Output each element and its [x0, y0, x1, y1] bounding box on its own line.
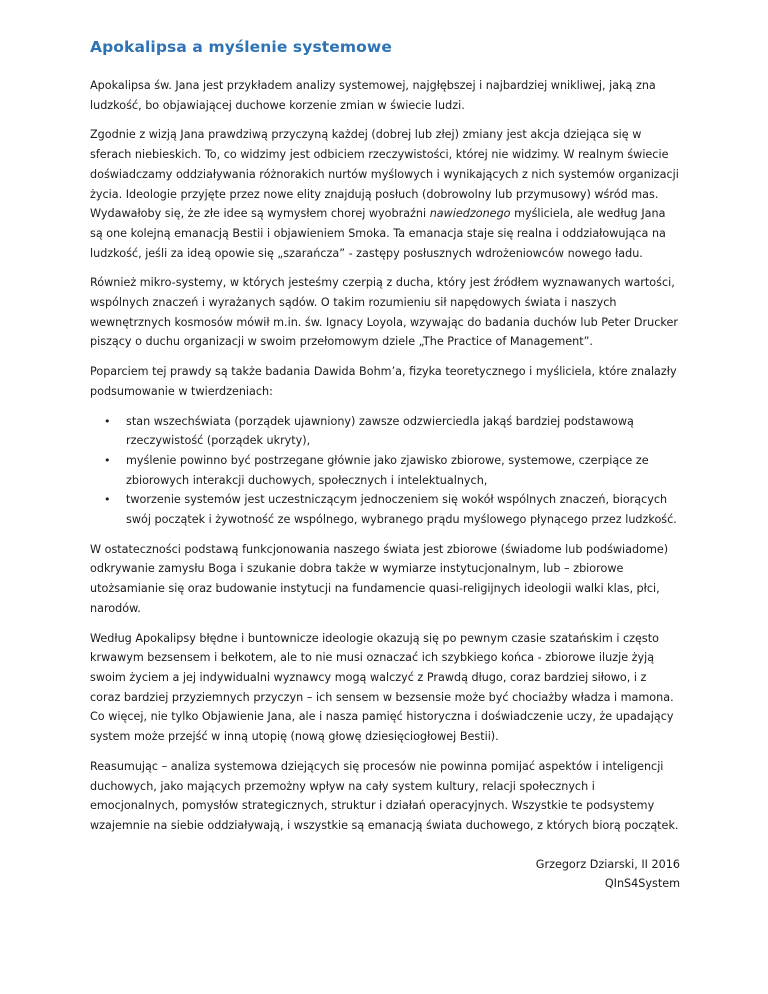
paragraph-6: Według Apokalipsy błędne i buntownicze ideologie okazują się po pewnym czasie szatańskim i często krwawym bezsensem i bełkotem, ale to nie musi oznaczać ich szybkiego końca - zbiorowe iluzje żyją swoim życiem a jej indywidualni wyznawcy mogą walczyć z Prawdą długo, coraz bardziej siłowo, i z coraz bardziej przyziemnych przyczyn – ich sensem w bezsensie może być chociażby władza i mamona. Co więcej, nie tylko Objawienie Jana, ale i nasza pamięć historyczna i doświadczenie uczy, że upadający system może przejść w inną utopię (nową głowę dziesięciogłowej Bestii). [90, 631, 674, 744]
paragraph-5: W ostateczności podstawą funkcjonowania naszego świata jest zbiorowe (świadome lub podświadome) odkrywanie zamysłu Boga i szukanie dobra także w wymiarze instytucjonalnym, lub – zbiorowe utożsamianie się oraz budowanie instytucji na fundamencie quasi-religijnych ideologii walki klas, płci, narodów. [90, 542, 669, 615]
bullet-text: myślenie powinno być postrzegane głównie jako zjawisko zbiorowe, systemowe, czerpiące ze zbiorowych interakcji duchowych, społecznych i intelektualnych, [126, 453, 649, 487]
paragraph-2-part-b: myśliciela, ale według Jana są one kolejną emanacją Bestii i objawieniem Smoka. Ta emanacja staje się realna i oddziałowująca na ludzkość, jeśli za ideą opowie się „szarańcza” - zastępy posłusznych wdrożeniowców nowego ładu. [90, 207, 666, 260]
paragraph-2-part-a: Zgodnie z wizją Jana prawdziwą przyczyną każdej (dobrej lub złej) zmiany jest akcja dziejąca się w sferach niebieskich. To, co widzimy jest odbiciem rzeczywistości, której nie widzimy. W realnym świecie doświadczamy oddziaływania różnorakich nurtów myślowych i wynikających z nich systemów organizacji życia. Ideologie przyjęte przez nowe elity znajdują posłuch (dobrowolny lub przymusowy) wśród mas. Wydawałoby się, że złe idee są wymysłem chorej wyobraźni [90, 128, 679, 221]
bullet-symbol: • [104, 453, 111, 467]
bullet-list [90, 412, 680, 530]
bullet-symbol: • [104, 493, 111, 507]
signature-organization: QInS4System [604, 877, 680, 890]
paragraph-4: Poparciem tej prawdy są także badania Dawida Bohm’a, fizyka teoretycznego i myśliciela, które znalazły podsumowanie w twierdzeniach: [90, 365, 677, 398]
paragraph-1: Apokalipsa św. Jana jest przykładem analizy systemowej, najgłębszej i najbardziej wnikliwej, jaką zna ludzkość, bo objawiającej duchowe korzenie zmian w świecie ludzi. [90, 79, 656, 112]
paragraph-7: Reasumując – analiza systemowa dziejących się procesów nie powinna pomijać aspektów i inteligencji duchowych, jako mających przemożny wpływ na cały system kultury, relacji społecznych i emocjonalnych, pomysłów strategicznych, struktur i działań operacyjnych. Wszystkie te podsystemy wzajemnie na siebie oddziaływają, i wszystkie są emanacją świata duchowego, z których biorą początek. [90, 759, 679, 832]
bullet-item [104, 490, 680, 529]
document-title: Apokalipsa a myślenie systemowe [90, 38, 392, 56]
paragraph-2 [90, 125, 680, 263]
signature-author: Grzegorz Dziarski, II 2016 [535, 858, 680, 871]
signature-block [536, 855, 680, 893]
paragraph-3: Również mikro-systemy, w których jesteśmy czerpią z ducha, który jest źródłem wyznawanych wartości, wspólnych znaczeń i wyrażanych sądów. O takim rozumieniu sił napędowych świata i naszych wewnętrznych kosmosów mówił m.in. św. Ignacy Loyola, wzywając do badania duchów lub Peter Drucker piszący o duchu organizacji w swoim przełomowym dziele „The Practice of Management”. [90, 276, 678, 349]
paragraph-2-emphasis: nawiedzonego [429, 207, 511, 221]
bullet-symbol: • [104, 414, 111, 428]
bullet-item [104, 451, 680, 490]
document-body [90, 38, 680, 846]
bullet-item [104, 412, 680, 451]
bullet-text: stan wszechświata (porządek ujawniony) zawsze odzwierciedla jakąś bardziej podstawową rzeczywistość (porządek ukryty), [126, 414, 634, 448]
bullet-text: tworzenie systemów jest uczestniczącym jednoczeniem się wokół wspólnych znaczeń, biorących swój początek i żywotność ze wspólnego, wybranego prądu myślowego płynącego przez ludzkość. [126, 493, 677, 527]
